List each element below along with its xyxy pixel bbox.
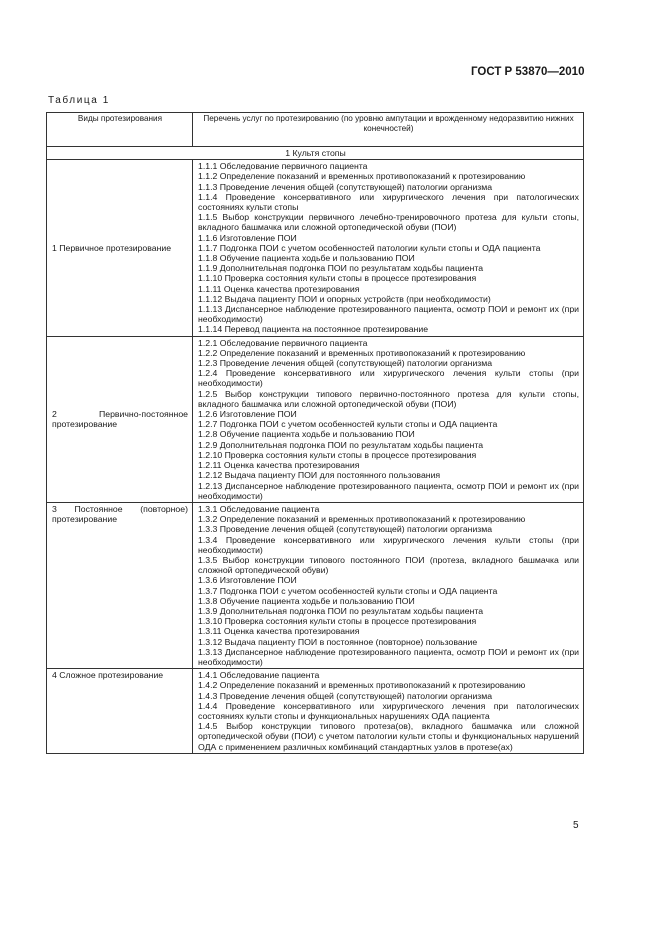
- service-item: 1.3.5 Выбор конструкции типового постоянного ПОИ (протеза, вкладного башмачка или сложной ортопедической обуви): [198, 554, 579, 576]
- service-item: 1.3.9 Дополнительная подгонка ПОИ по результатам ходьбы пациента: [198, 605, 484, 616]
- service-item: 1.1.7 Подгонка ПОИ с учетом особенностей патологии культи стопы и ОДА пациента: [198, 242, 541, 253]
- service-item: 1.1.12 Выдача пациенту ПОИ и опорных устройств (при необходимости): [198, 293, 491, 304]
- service-item: 1.4.5 Выбор конструкции типового протеза(ов), вкладного башмачка или сложной ортопедической обуви (ПОИ) с учетом патологии культи стопы и функциональных нарушений ОДА с применением различных комбинаций стандартных узлов в протезе(ах): [198, 721, 579, 752]
- service-item: 1.4.2 Определение показаний и временных противопоказаний к протезированию: [198, 680, 526, 691]
- service-item: 1.3.8 Обучение пациента ходьбе и пользованию ПОИ: [198, 595, 415, 606]
- service-item: 1.3.1 Обследование пациента: [198, 503, 320, 514]
- service-item: 1.2.3 Проведение лечения общей (сопутствующей) патологии организма: [198, 358, 493, 369]
- service-item: 1.2.8 Обучение пациента ходьбе и пользованию ПОИ: [198, 429, 415, 440]
- service-item: 1.2.6 Изготовление ПОИ: [198, 409, 297, 420]
- service-item: 1.1.9 Дополнительная подгонка ПОИ по результатам ходьбы пациента: [198, 263, 484, 274]
- services-table: [46, 112, 584, 754]
- table-caption: Таблица 1: [48, 95, 110, 106]
- category-cell: 4 Сложное протезирование: [47, 669, 193, 754]
- service-item: 1.1.5 Выбор конструкции первичного лечебно-тренировочного протеза для культи стопы, вкладного башмачка или сложной ортопедической обуви (ПОИ): [198, 212, 579, 233]
- service-item: 1.1.13 Диспансерное наблюдение протезированного пациента, осмотр ПОИ и ремонт их (при необходимости): [198, 304, 579, 325]
- col-header-prosthetics-type: Виды протезирования: [47, 113, 193, 147]
- service-item: 1.3.12 Выдача пациенту ПОИ в постоянное (повторное) пользование: [198, 636, 478, 647]
- services-cell: [193, 669, 584, 754]
- section-title: 1 Культя стопы: [47, 147, 584, 160]
- service-item: 1.4.4 Проведение консервативного или хирургического лечения при патологических состояниях культи стопы и функциональных нарушениях ОДА пациента: [198, 700, 579, 721]
- service-item: 1.2.7 Подгонка ПОИ с учетом особенностей культи стопы и ОДА пациента: [198, 419, 498, 430]
- service-item: 1.2.11 Оценка качества протезирования: [198, 460, 360, 471]
- service-item: 1.3.6 Изготовление ПОИ: [198, 575, 297, 586]
- service-item: 1.4.3 Проведение лечения общей (сопутствующей) патологии организма: [198, 690, 493, 701]
- table-row: [47, 669, 584, 754]
- service-item: 1.3.11 Оценка качества протезирования: [198, 626, 360, 637]
- service-item: 1.4.1 Обследование пациента: [198, 670, 320, 681]
- service-item: 1.1.6 Изготовление ПОИ: [198, 232, 297, 243]
- document-code: ГОСТ Р 53870—2010: [471, 66, 585, 78]
- table-row: [47, 160, 584, 336]
- service-item: 1.2.13 Диспансерное наблюдение протезированного пациента, осмотр ПОИ и ремонт их (при необходимости): [198, 480, 579, 501]
- service-item: 1.3.10 Проверка состояния культи стопы в процессе протезирования: [198, 616, 477, 627]
- services-cell: [193, 160, 584, 336]
- service-item: 1.2.10 Проверка состояния культи стопы в процессе протезирования: [198, 449, 477, 460]
- service-item: 1.1.10 Проверка состояния культи стопы в процессе протезирования: [198, 273, 477, 284]
- service-item: 1.3.4 Проведение консервативного или хирургического лечения культи стопы (при необходимости): [198, 534, 579, 555]
- service-item: 1.1.11 Оценка качества протезирования: [198, 283, 360, 294]
- service-item: 1.2.4 Проведение консервативного или хирургического лечения культи стопы (при необходимости): [198, 368, 579, 389]
- service-item: 1.2.2 Определение показаний и временных противопоказаний к протезированию: [198, 347, 526, 358]
- service-item: 1.2.12 Выдача пациенту ПОИ для постоянного пользования: [198, 470, 441, 481]
- service-item: 1.1.14 Перевод пациента на постоянное протезирование: [198, 324, 429, 335]
- category-cell: 1 Первичное протезирование: [47, 160, 193, 336]
- services-cell: [193, 336, 584, 502]
- service-item: 1.1.2 Определение показаний и временных противопоказаний к протезированию: [198, 171, 526, 182]
- service-item: 1.2.1 Обследование первичного пациента: [198, 337, 368, 348]
- category-cell: 2 Первично-постоянное протезирование: [47, 336, 193, 502]
- service-item: 1.3.13 Диспансерное наблюдение протезированного пациента, осмотр ПОИ и ремонт их (при необходимости): [198, 646, 579, 667]
- section-row: [47, 147, 584, 160]
- col-header-services-list: Перечень услуг по протезированию (по уровню ампутации и врожденному недоразвитию нижних конечностей): [193, 113, 584, 147]
- service-item: 1.2.5 Выбор конструкции типового первично-постоянного протеза для культи стопы, вкладного башмачка или сложной ортопедической обуви (ПОИ): [198, 388, 579, 409]
- service-item: 1.1.4 Проведение консервативного или хирургического лечения при патологических состояниях культи стопы: [198, 191, 579, 213]
- service-item: 1.3.3 Проведение лечения общей (сопутствующей) патологии организма: [198, 524, 493, 535]
- service-item: 1.1.3 Проведение лечения общей (сопутствующей) патологии организма: [198, 181, 493, 192]
- page-number: 5: [573, 820, 579, 831]
- service-item: 1.1.8 Обучение пациента ходьбе и пользованию ПОИ: [198, 253, 415, 264]
- service-item: 1.2.9 Дополнительная подгонка ПОИ по результатам ходьбы пациента: [198, 439, 484, 450]
- service-item: 1.3.7 Подгонка ПОИ с учетом особенностей культи стопы и ОДА пациента: [198, 585, 498, 596]
- service-item: 1.3.2 Определение показаний и временных противопоказаний к протезированию: [198, 514, 526, 525]
- service-item: 1.1.1 Обследование первичного пациента: [198, 161, 368, 172]
- category-cell: 3 Постоянное (повторное) протезирование: [47, 502, 193, 668]
- table-row: [47, 502, 584, 668]
- services-cell: [193, 502, 584, 668]
- table-header-row: [47, 113, 584, 147]
- table-row: [47, 336, 584, 502]
